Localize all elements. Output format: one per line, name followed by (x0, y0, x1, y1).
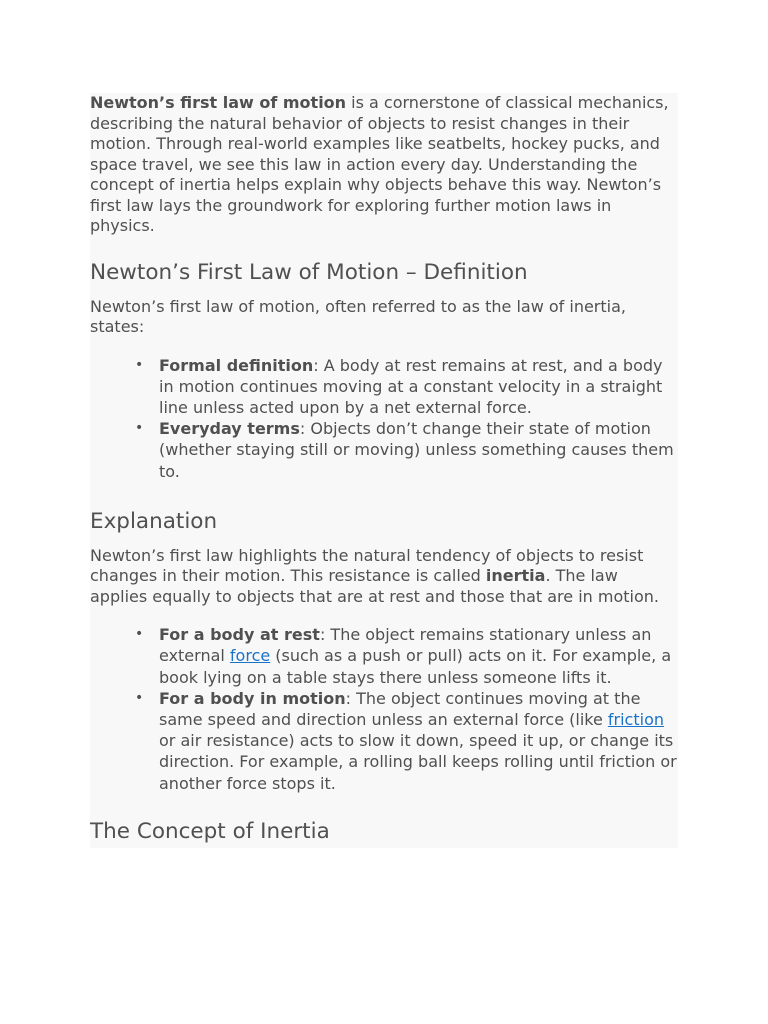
bullet-mark: • (135, 689, 144, 706)
intro-text: is a cornerstone of classical mechanics, describing the natural behavior of objects to resist changes in their motion. Through real-world examples like seatbelts, hockey pucks, and space travel, we see this law in action every day. Understanding the concept of inertia helps explain why objects behave this way. Newton’s first law lays the groundwork for exploring further motion laws in physics. (90, 93, 669, 235)
bullet-mark: • (135, 420, 144, 437)
definition-list-block (90, 355, 678, 492)
explanation-section (90, 492, 678, 625)
list-item-everyday-terms (90, 418, 678, 482)
bullet-mark: • (135, 626, 144, 643)
list-item-formal-definition (90, 355, 678, 419)
list-item-term: For a body at rest (159, 625, 320, 645)
list-item-term: Everyday terms (159, 419, 300, 439)
definition-heading: Newton’s First Law of Motion – Definition (90, 259, 528, 285)
inertia-section (90, 806, 678, 848)
list-item-text: : Objects don’t change their state of motion (whether staying still or moving) unless something causes them to. (159, 419, 674, 481)
explanation-list (90, 624, 678, 794)
friction-link[interactable]: friction (607, 710, 664, 730)
definition-list (90, 355, 678, 482)
intro-paragraph (90, 93, 678, 237)
list-item-term: For a body in motion (159, 688, 346, 708)
explanation-heading: Explanation (90, 508, 218, 534)
inertia-term: inertia (485, 566, 546, 586)
explanation-lead: Newton’s first law highlights the natural tendency of objects to resist changes in their motion. This resistance is called inertia. The law applies equally to objects that are at rest and those that are in motion. (90, 545, 659, 606)
definition-lead: Newton’s first law of motion, often referred to as the law of inertia, states: (90, 296, 626, 336)
intro-bold-term: Newton’s first law of motion (90, 93, 347, 112)
inertia-heading: The Concept of Inertia (90, 818, 330, 844)
list-item-body-in-motion: • For a body in motion: The object continues moving at the same speed and direction unless an external force (like friction or air resistance) acts to slow it down, speed it up, or change its direction. For example, a rolling ball keeps rolling until friction or another force stops it. (135, 688, 677, 793)
intro-block (90, 93, 678, 259)
bullet-mark: • (135, 356, 144, 373)
list-item-body-at-rest: • For a body at rest: The object remains stationary unless an external force (such as a push or pull) acts on it. For example, a book lying on a table stays there unless someone lifts it. (135, 625, 672, 687)
list-item-term: Formal definition (159, 355, 314, 375)
list-item-text: : A body at rest remains at rest, and a body in motion continues moving at a constant velocity in a straight line unless acted upon by a net external force. (159, 355, 663, 417)
explanation-list-block (90, 624, 678, 806)
definition-section (90, 259, 678, 355)
article (90, 93, 678, 848)
force-link[interactable]: force (229, 646, 271, 666)
